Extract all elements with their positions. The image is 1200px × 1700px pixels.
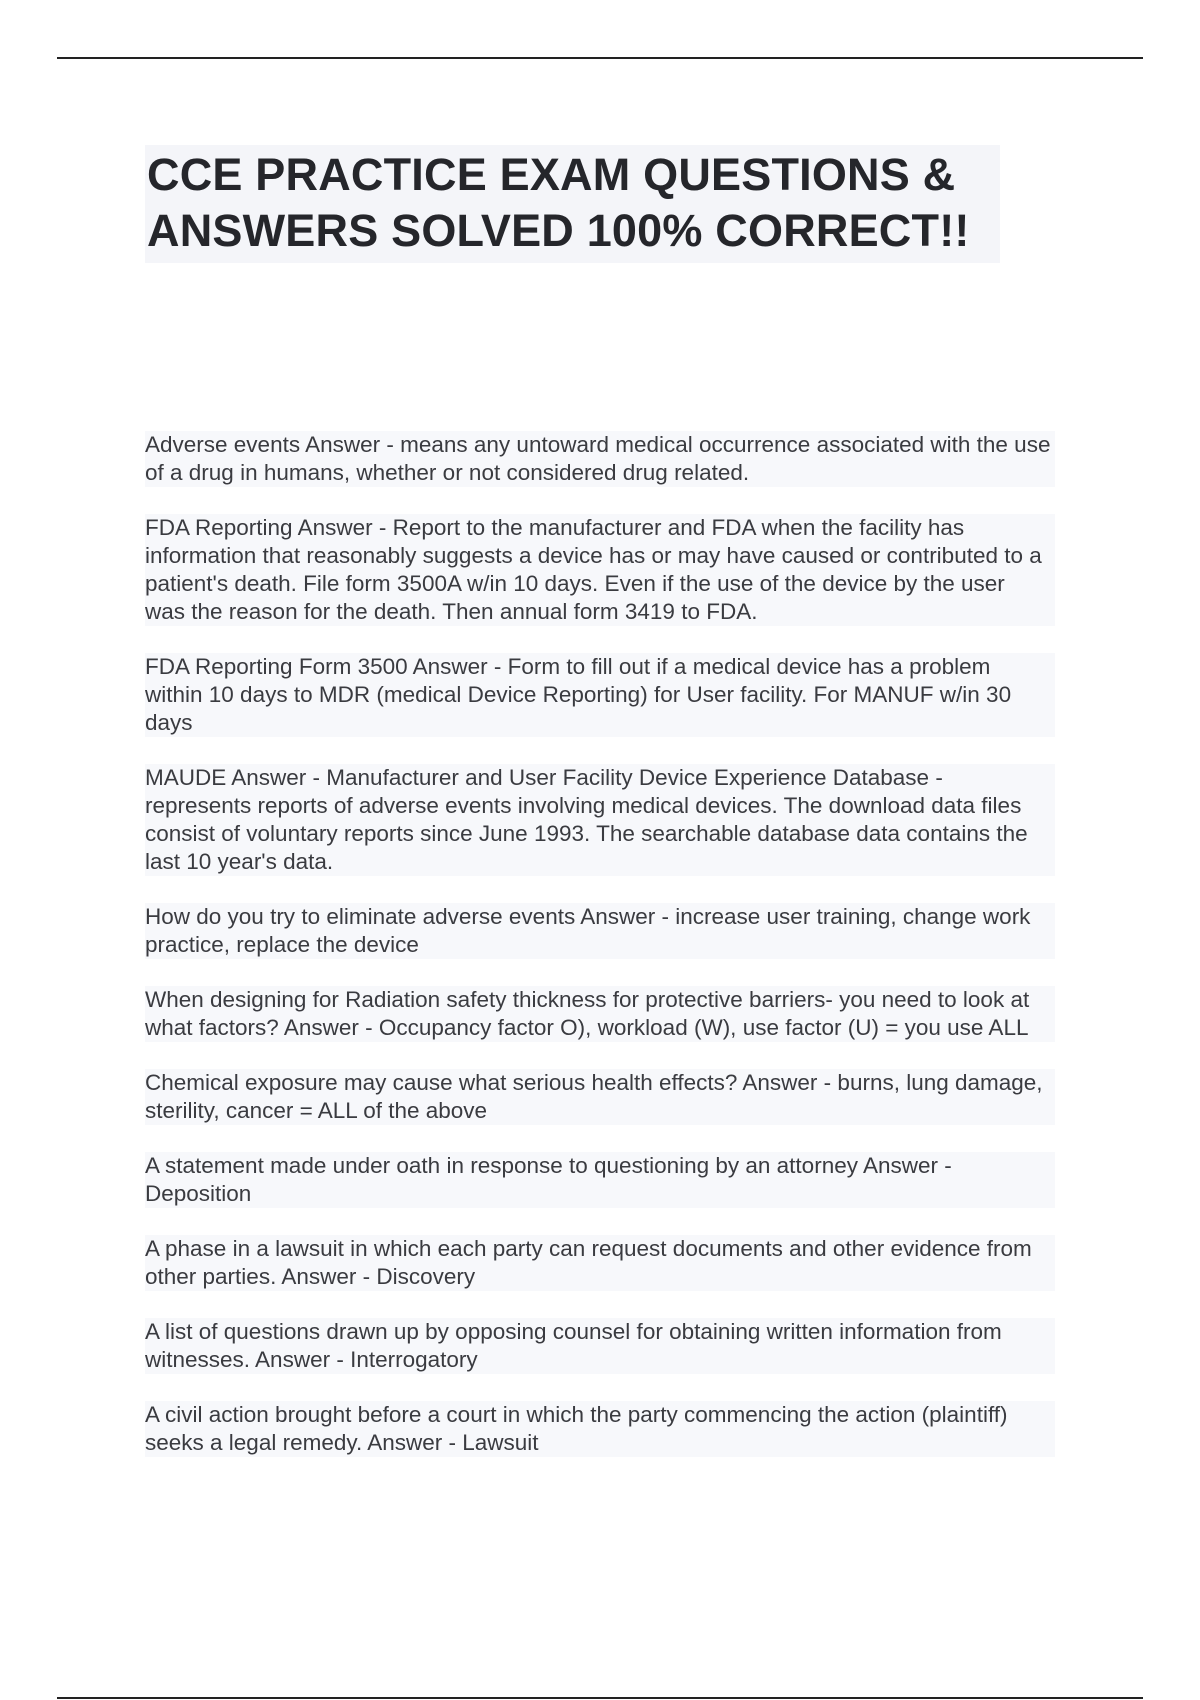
qa-entry-eliminate-adverse-events: How do you try to eliminate adverse events Answer - increase user training, change work practice, replace the device [145,903,1055,959]
qa-entry-maude: MAUDE Answer - Manufacturer and User Facility Device Experience Database - represents reports of adverse events involving medical devices. The download data files consist of voluntary reports since June 1993. The searchable database data contains the last 10 year's data. [145,764,1055,876]
document-title [147,147,970,259]
qa-entry-discovery: A phase in a lawsuit in which each party can request documents and other evidence from other parties. Answer - Discovery [145,1235,1055,1291]
qa-entry-adverse-events: Adverse events Answer - means any untoward medical occurrence associated with the use of a drug in humans, whether or not considered drug related. [145,431,1055,487]
title-block [145,145,1000,263]
qa-entry-fda-form-3500: FDA Reporting Form 3500 Answer - Form to fill out if a medical device has a problem within 10 days to MDR (medical Device Reporting) for User facility. For MANUF w/in 30 days [145,653,1055,737]
qa-entry-chemical-exposure: Chemical exposure may cause what serious health effects? Answer - burns, lung damage, sterility, cancer = ALL of the above [145,1069,1055,1125]
document-body [145,145,1055,1484]
qa-entry-interrogatory: A list of questions drawn up by opposing counsel for obtaining written information from witnesses. Answer - Interrogatory [145,1318,1055,1374]
qa-entry-fda-reporting: FDA Reporting Answer - Report to the manufacturer and FDA when the facility has information that reasonably suggests a device has or may have caused or contributed to a patient's death. File form 3500A w/in 10 days. Even if the use of the device by the user was the reason for the death. Then annual form 3419 to FDA. [145,514,1055,626]
top-rule [57,57,1143,59]
bottom-rule [57,1697,1143,1699]
title-line-1: CCE PRACTICE EXAM QUESTIONS & [147,149,956,200]
title-line-2: ANSWERS SOLVED 100% CORRECT!! [147,205,970,256]
qa-entry-radiation-safety: When designing for Radiation safety thickness for protective barriers- you need to look at what factors? Answer - Occupancy factor O), workload (W), use factor (U) = you use ALL [145,986,1055,1042]
qa-list [145,431,1055,1484]
qa-entry-deposition: A statement made under oath in response to questioning by an attorney Answer - Deposition [145,1152,1055,1208]
qa-entry-lawsuit: A civil action brought before a court in which the party commencing the action (plaintiff) seeks a legal remedy. Answer - Lawsuit [145,1401,1055,1457]
